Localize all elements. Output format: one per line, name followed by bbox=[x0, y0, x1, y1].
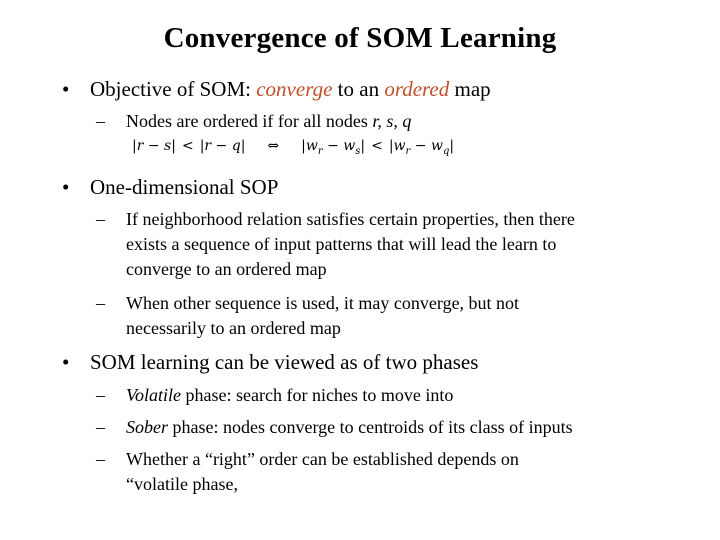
text-segment: to an bbox=[332, 77, 385, 101]
subbullet-line: “volatile phase, bbox=[126, 474, 238, 494]
slide-title: Convergence of SOM Learning bbox=[163, 22, 557, 54]
formula-term: |w bbox=[388, 138, 406, 154]
formula-term: |w bbox=[301, 138, 318, 154]
formula-term: | bbox=[449, 138, 455, 154]
text-segment: phase: nodes converge to centroids of its class of inputs bbox=[168, 417, 573, 437]
subbullet-text bbox=[126, 109, 411, 133]
dash-marker: – bbox=[96, 385, 105, 405]
highlight-converge: converge bbox=[256, 77, 333, 101]
subbullet-line: exists a sequence of input patterns that will lead the learn to bbox=[126, 234, 557, 254]
subbullet-line: necessarily to an ordered map bbox=[126, 318, 341, 338]
subbullet-line: If neighborhood relation satisfies certain properties, then there bbox=[126, 209, 575, 229]
formula-term: − w bbox=[322, 138, 356, 154]
text-segment: phase: search for niches to move into bbox=[181, 385, 454, 405]
bullet-marker: • bbox=[62, 175, 70, 199]
subbullet-line: When other sequence is used, it may converge, but not bbox=[126, 293, 520, 313]
formula-term: − w bbox=[410, 138, 443, 154]
text-segment: map bbox=[449, 77, 491, 101]
formula-op: < bbox=[181, 138, 194, 154]
dash-marker: – bbox=[96, 209, 105, 229]
subbullet-line: Whether a “right” order can be established depends on bbox=[126, 449, 519, 469]
variables: r, s, q bbox=[372, 111, 412, 131]
phase-name: Volatile bbox=[126, 385, 181, 405]
formula-sub: r bbox=[405, 145, 411, 157]
formula-sub: r bbox=[317, 145, 323, 157]
formula-term: | bbox=[360, 138, 366, 154]
formula-term: |r − s| bbox=[132, 138, 176, 154]
bullet-text: One-dimensional SOP bbox=[90, 175, 279, 199]
bullet-marker: • bbox=[62, 350, 70, 374]
subbullet-line: converge to an ordered map bbox=[126, 259, 327, 279]
subbullet-text bbox=[126, 415, 573, 439]
dash-marker: – bbox=[96, 417, 105, 437]
bullet-marker: • bbox=[62, 77, 70, 101]
ordering-formula bbox=[132, 138, 454, 157]
formula-op: < bbox=[371, 138, 383, 154]
formula-term: |r − q| bbox=[199, 138, 246, 154]
formula-sub: q bbox=[442, 145, 450, 157]
iff-symbol: ⇔ bbox=[267, 138, 280, 154]
bullet-text: SOM learning can be viewed as of two phases bbox=[90, 350, 479, 374]
text-segment: Nodes are ordered if for all nodes bbox=[126, 111, 373, 131]
dash-marker: – bbox=[96, 449, 105, 469]
phase-name: Sober bbox=[126, 417, 168, 437]
dash-marker: – bbox=[96, 293, 105, 313]
bullet-text bbox=[90, 76, 491, 102]
highlight-ordered: ordered bbox=[384, 77, 450, 101]
dash-marker: – bbox=[96, 111, 105, 131]
formula-sub: s bbox=[355, 145, 361, 157]
text-segment: Objective of SOM: bbox=[90, 77, 257, 101]
subbullet-text bbox=[126, 383, 453, 407]
